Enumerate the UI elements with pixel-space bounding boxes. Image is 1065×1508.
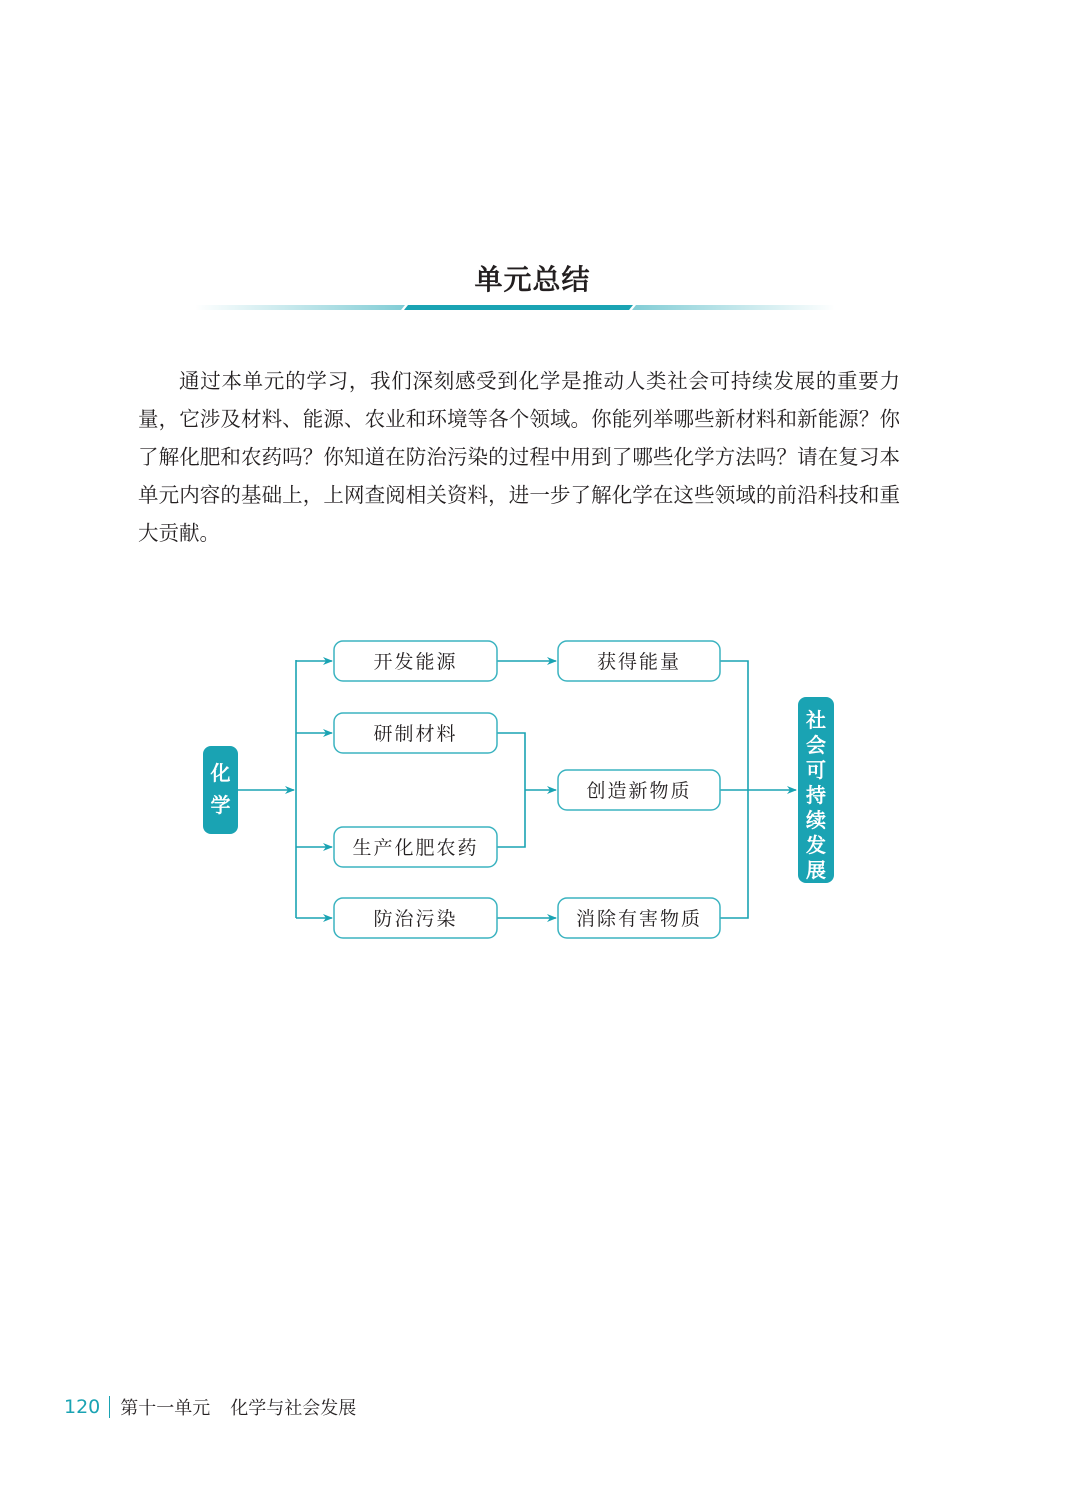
page-number: 120 <box>64 1396 101 1418</box>
target-char: 持 <box>806 783 826 807</box>
box-label: 消除有害物质 <box>575 908 703 930</box>
box-label: 生产化肥农药 <box>352 837 479 859</box>
target-char: 社 <box>806 708 826 732</box>
box-label: 创造新物质 <box>586 780 692 802</box>
target-char: 会 <box>806 733 826 757</box>
source-char: 学 <box>210 793 231 817</box>
source-node <box>203 746 238 834</box>
unit-title: 化学与社会发展 <box>230 1398 357 1419</box>
box-label: 防治污染 <box>373 908 458 930</box>
title-divider <box>195 300 835 314</box>
target-char: 展 <box>806 858 826 882</box>
target-char: 续 <box>806 808 826 832</box>
page-footer <box>64 1394 356 1420</box>
unit-label: 第十一单元 <box>120 1398 211 1419</box>
source-char: 化 <box>210 761 231 785</box>
box-label: 开发能源 <box>373 651 458 673</box>
page-title: 单元总结 <box>474 263 591 296</box>
footer-divider <box>109 1396 110 1418</box>
merge-bracket <box>497 733 525 847</box>
target-char: 可 <box>806 758 826 782</box>
box-label: 研制材料 <box>373 723 458 745</box>
target-char: 发 <box>806 833 826 857</box>
box-label: 获得能量 <box>596 651 682 673</box>
summary-paragraph: 通过本单元的学习，我们深刻感受到化学是推动人类社会可持续发展的重要力量，它涉及材料、能源、农业和环境等各个领域。你能列举哪些新材料和新能源？你了解化肥和农药吗？你知道在防治污染的过程中用到了哪些化学方法吗？请在复习本单元内容的基础上，上网查阅相关资料，进一步了解化学在这些领域的前沿科技和重大贡献。 <box>138 369 900 545</box>
